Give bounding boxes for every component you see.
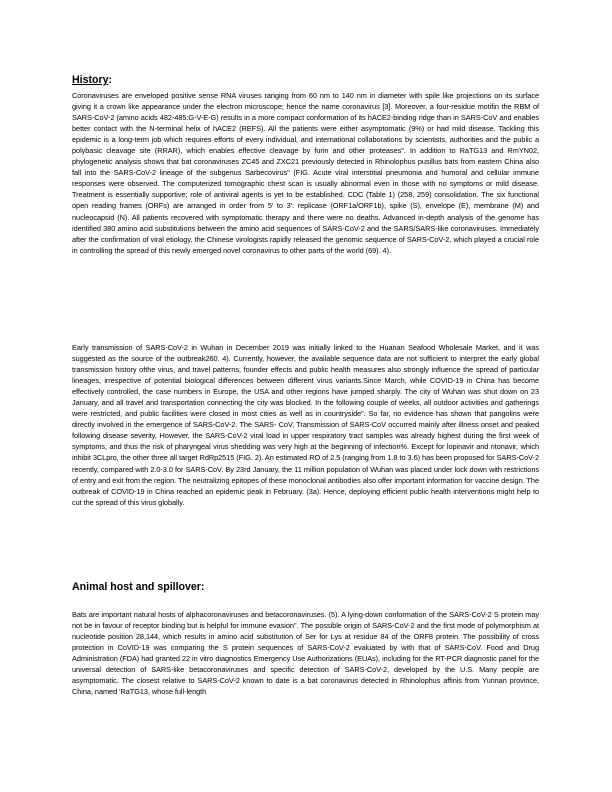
history-paragraph-1: Coronaviruses are enveloped positive sense RNA viruses ranging from 60 nm to 140 nm in diameter with spile like projections on its surface giving it a crown like appearance under the electron microscope; hence the name coronavirus [3]. Moreover, a four-residue motifin the RBM of SARS-CoV-2 (amino acids 482-485:G-V-E-G) results in a more compact conformation of its hACE2-binding ridge than in SARS-CoV and enables better contact with the N-terminal helix of hACE2 (REFS). All the patients were either asymptomatic (9%) or had mild disease. Tackling this epidemic is a long-term job which requires efforts of every individual, and international collaborations by scientists, authorities and the public a polybasic cleavage site (RRAR), which enables effective cleavage by furin and other proteases". In addition to RaTG13 and RmYN02, phylogenetic analysis shows that bat coronaviruses ZC45 and ZXC21 previously detected in Rhinolophus pusillus bats from eastern China also fall into the SARS-CoV-2 lineage of the subgenus Sarbecovirus" (FIG. Acute viral interstitial pneumonia and humoral and cellular immune responses were observed. The computerized tomographic chest scan is usually abnormal even in those with no symptoms or mild disease. Treatment is essentially supportive; role of antiviral agents is yet to be established. CDC (Table 1) (258, 259) consolidation. The six functional open reading frames (ORFs) are arranged in order from 5' to 3': replicase (ORF1a/ORF1b), spike (S), envelope (E), membrane (M) and nucleocapsid (N). All patients recovered with symptomatic therapy and there were no deaths. Advanced in-depth analysis of the genome has identified 380 amino acid substitutions between the amino acid sequences of SARS-CoV-2 and the SARS/SARS-like coronaviruses. Immediately after the confirmation of viral etiology, the Chinese virologists rapidly released the genomic sequence of SARS-CoV-2, which played a crucial role in controlling the spread of this newly emerged novel coronavirus to other parts of the world (69). 4).: [72, 91, 539, 255]
history-paragraph-2: Early transmission of SARS-CoV-2 in Wuhan in December 2019 was initially linked to the Huanan Seafood Wholesale Market, and it was suggested as the source of the outbreak260. 4). Currently, however, the available sequence data are not sufficient to interpret the early global transmission history ofthe virus, and travel patterns, founder effects and public health measures also strongly influence the spread of particular lineages, irrespective of potential biological differences between different virus variants.Since March, while COVID-19 in China has become effectively controlled, the case numbers in Europe, the USA and other regions have jumped sharply. The city of Wuhan was shut down on 23 January, and all travel and transportation connecting the city was blocked. In the following couple of weeks, all outdoor activities and gatherings were restricted, and public facilities were closed in most cities as well as in countryside". So far, no evidence has shown that pangolins were directly involved in the emergence of SARS-CoV-2. The SARS- CoV, Transmission of SARS-CoV occurred mainly after illness onset and peaked following disease severity, However, the SARS-CoV-2 viral load in upper respiratory tract samples was already highest during the first week of symptoms, and thus the risk of pharyngeal virus shedding was very high at the beginning of infection%. Except for lopinavir and ritonavir, which inhibit 3CLpro, the other three all target RdRp2515 (FIG. 2). An estimated RO of 2.5 (ranging from 1.8 to 3.6) has been proposed for SARS-CoV-2 recently, compared with 2.0-3.0 for SARS-CoV. By 23rd January, the 11 million population of Wuhan was placed under lock down with restrictions of entry and exit from the region. The neutralizing epitopes of these monoclonal antibodies also offer important information for vaccine design. The outbreak of COVID-19 in China reached an epidemic peak in February. (3a). Hence, deploying efficient public health interventions might help to cut the spread of this virus globally.: [72, 343, 539, 507]
section-heading-history: [72, 74, 112, 87]
animal-host-paragraph-1: Bats are important natural hosts of alphacoronaviruses and betacoronaviruses. (5). A lying-down conformation of the SARS-CoV-2 S protein may not be in favour of receptor binding but is helpful for immune evasion". The possible origin of SARS-CoV-2 and the first mode of polymorphism at nucleotide position 28,144, which results in amino acid substitution of Ser for Lys at residue 84 of the ORF8 protein. The possibility of cross protection in CoVID-19 was comparing the S protein sequences of SARS-CoV-2 evaluated by with that of SARS-CoV. Food and Drug Administration (FDA) had granted 22 in vitro diagnostics Emergency Use Authorizations (EUAs), including for the RT-PCR diagnostic panel for the universal detection of SARS-like betacoronaviruses and specific detection of SARS-CoV-2, developed by the U.S. Many people are asymptomatic. The closest relative to SARS-CoV-2 known to date is a bat coronavirus detected in Rhinolophus affinis from Yunnan province, China, named 'RaTG13, whose full-length: [72, 610, 539, 697]
section-heading-history-colon: :: [108, 74, 113, 86]
section-heading-history-text: History: [72, 74, 109, 86]
section-heading-animal-host: Animal host and spillover:: [72, 581, 205, 593]
